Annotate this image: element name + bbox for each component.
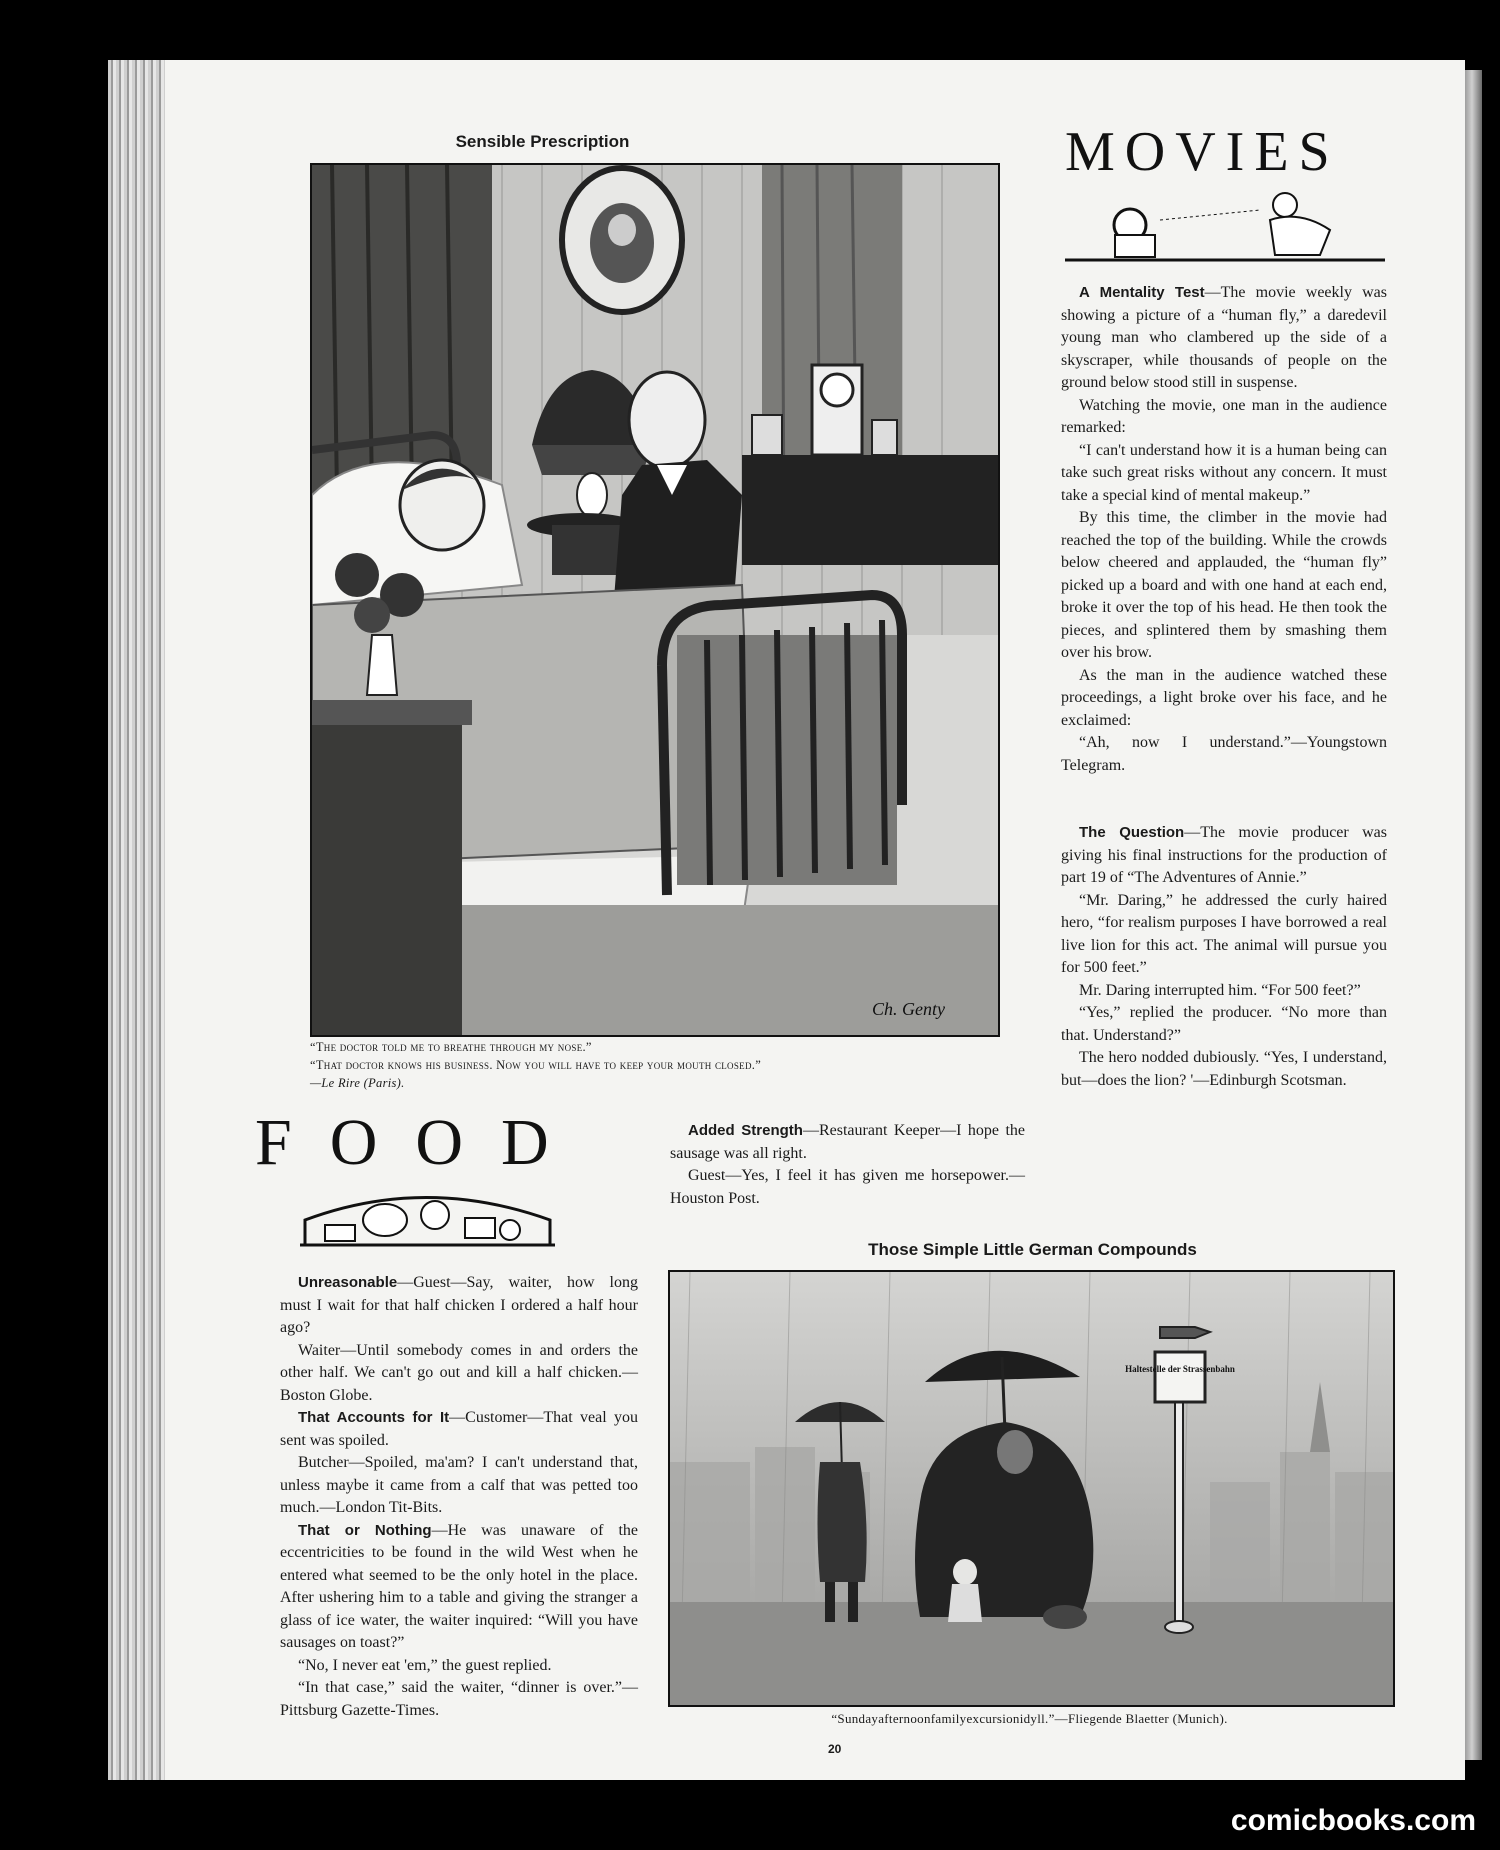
top-cartoon-caption: [310, 1038, 1010, 1092]
artist-signature: Ch. Genty: [872, 999, 945, 1019]
movies-item-2-para-3: Mr. Daring interrupted him. “For 500 feet?”: [1079, 981, 1361, 999]
movies-section-title: MOVIES: [1065, 121, 1340, 183]
movies-item-1-para-4: By this time, the climber in the movie had reached the top of the building. While the crowds below cheered and applauded, the “human fly” picked up a board and with one hand at each end, broke it over the top of his head. He then took the pieces, and splintered them by smashing them over his brow.: [1061, 509, 1387, 661]
food-header-ornament: [295, 1180, 560, 1250]
food-item-2-para-1: [280, 1407, 638, 1452]
caption-line-1: “The doctor told me to breathe through my nose.”: [310, 1040, 592, 1054]
movies-item-1-para-1: [1061, 282, 1387, 395]
movies-item-1-para-5: As the man in the audience watched these proceedings, a light broke over his face, and he exclaimed:: [1061, 666, 1387, 729]
caption-line-2: “That doctor knows his business. Now you will have to keep your mouth closed.”: [310, 1058, 762, 1072]
movies-item-1-para-3: “I can't understand how it is a human being can take such great risks without any concern. It must take a special kind of mental makeup.”: [1061, 441, 1387, 504]
food-section-title: FOOD: [255, 1106, 587, 1179]
food-item-3-heading: That or Nothing: [298, 1521, 432, 1539]
added-strength-heading: Added Strength: [688, 1122, 803, 1139]
comicbooks-watermark: comicbooks.com: [1230, 1804, 1476, 1837]
added-strength-text-1: —Restaurant Keeper—I hope the sausage was all right.: [670, 1122, 1025, 1162]
movies-item-1-para-2: Watching the movie, one man in the audience remarked:: [1061, 396, 1387, 436]
magazine-page: [165, 60, 1465, 1780]
page-number: 20: [828, 1742, 842, 1756]
bottom-cartoon-illustration: [668, 1270, 1395, 1707]
top-cartoon-title: Sensible Prescription: [455, 132, 630, 151]
movies-item-1-heading: A Mentality Test: [1079, 284, 1205, 301]
movies-item-2-heading: The Question: [1079, 824, 1185, 841]
food-item-1-para-2: Waiter—Until somebody comes in and orders the other half. We can't go out and kill a half chicken.—Boston Globe.: [280, 1341, 638, 1404]
book-right-edge: [1462, 70, 1482, 1760]
movies-item-2-para-1: [1061, 822, 1387, 890]
added-strength-para-2: Guest—Yes, I feel it has given me horsepower.—Houston Post.: [670, 1167, 1025, 1207]
food-item-3-para-3: “In that case,” said the waiter, “dinner is over.”—Pittsburg Gazette-Times.: [280, 1679, 638, 1719]
food-item-3-para-1: [280, 1520, 638, 1655]
rainy-street-scene-drawing: [670, 1272, 1393, 1705]
food-item-3-para-2: “No, I never eat 'em,” the guest replied.: [298, 1656, 552, 1674]
added-strength-column: [670, 1120, 1025, 1210]
movies-item-2-para-5: The hero nodded dubiously. “Yes, I understand, but—does the lion? '—Edinburgh Scotsman.: [1061, 1049, 1387, 1089]
top-cartoon-illustration: [310, 163, 1000, 1037]
food-item-1-para-1: [280, 1272, 638, 1340]
movies-item-1-para-6: “Ah, now I understand.”—Youngstown Telegram.: [1061, 734, 1387, 774]
movies-item-2-para-2: “Mr. Daring,” he addressed the curly haired hero, “for realism purposes I have borrowed a real live lion for this act. The animal will pursue you for 500 feet.”: [1061, 891, 1387, 976]
caption-line-3: —Le Rire (Paris).: [310, 1076, 405, 1090]
movies-item-2-text-1: —The movie producer was giving his final instructions for the production of part 19 of “The Adventures of Annie.”: [1061, 824, 1388, 886]
movies-column: [1061, 282, 1387, 1092]
food-item-2-text-1: —Customer—That veal you sent was spoiled.: [280, 1409, 639, 1449]
food-item-3-text-1: —He was unaware of the eccentricities to be found in the wild West when he entered what seemed to be the only hotel in the place. After ushering him to a table and giving the stranger a glass of ice water, the waiter inquired: “Will you have sausages on toast?”: [280, 1521, 638, 1651]
bottom-cartoon-caption: “Sundayafternoonfamilyexcursionidyll.”—Fliegende Blaetter (Munich).: [831, 1711, 1228, 1726]
movies-item-1-text-1: —The movie weekly was showing a picture of a “human fly,” a daredevil young man who clambered up the side of a skyscraper, while thousands of people on the ground below stood still in suspense.: [1061, 284, 1387, 391]
movies-header-ornament: [1060, 180, 1390, 265]
movies-item-2-para-4: “Yes,” replied the producer. “No more than that. Understand?”: [1061, 1004, 1387, 1044]
food-item-2-para-2: Butcher—Spoiled, ma'am? I can't understand that, unless maybe it came from a calf that was petted too much.—London Tit-Bits.: [280, 1454, 638, 1516]
food-column: [280, 1272, 638, 1722]
book-page-edges: [108, 60, 168, 1780]
food-item-1-heading: Unreasonable: [298, 1274, 398, 1291]
food-item-1-text-1: —Guest—Say, waiter, how long must I wait for that half chicken I ordered a half hour ago?: [280, 1274, 638, 1336]
bottom-cartoon-title: Those Simple Little German Compounds: [868, 1240, 1197, 1259]
added-strength-para-1: [670, 1120, 1025, 1165]
stop-sign-text: Haltestelle der Strassenbahn: [1125, 1364, 1235, 1374]
bedroom-scene-drawing: [312, 165, 998, 1035]
food-item-2-heading: That Accounts for It: [298, 1409, 450, 1426]
